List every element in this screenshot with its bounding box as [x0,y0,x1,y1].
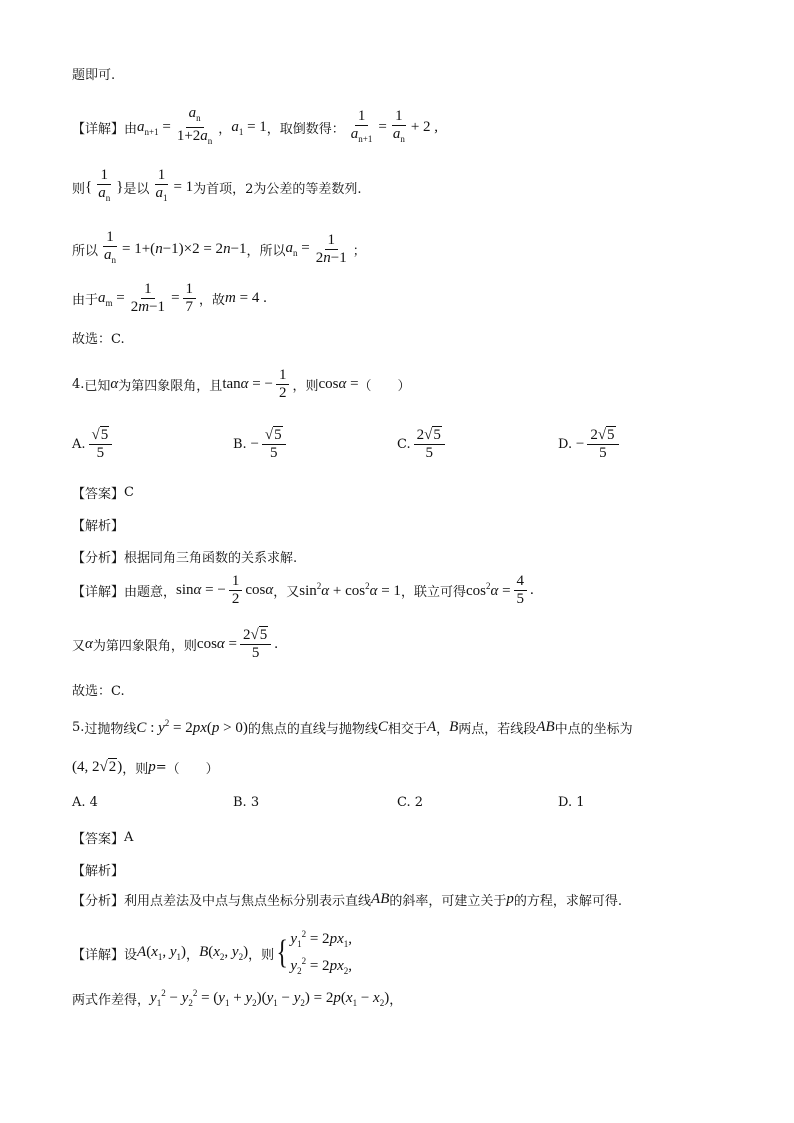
q4-choice-a: A. $\frac{√5}{5}$ [72,428,115,461]
q4-choice-c: C. $\frac{2√5}{5}$ [397,428,448,461]
q5-choice-b: B. 3 [233,795,260,810]
text-line-5: 由于 $a_m$ = $\frac{1}{2m-1}$ = $\frac{1}{7}$ ，故 m = 4 . [72,281,267,315]
q5-detail-2: 两式作差得， $y_1^2 - y_2^2 = (y_1 + y_2)(y_1 - y_2) = 2p(x_1 - x_2)$ ， [72,988,403,1008]
question-4: 4. 已知 α 为第四象限角，且 tanα = − $\frac{1}{2}$ ，则 cosα = （ ） [72,367,411,401]
q4-analysis: 【分析】 根据同角三角函数的关系求解. [72,551,298,566]
q5-analysis-heading: 【解析】 [72,864,125,879]
q5-answer: 【答案】 A [72,830,134,847]
question-5-line-2: (4, 2√2) ，则 p = （ ） [72,759,219,777]
question-5-line-1: 5. 过抛物线 C : $y^2 = 2px(p > 0)$ 的焦点的直线与抛物线 C 相交于 A ， B 两点，若线段 AB 中点的坐标为 [72,718,633,737]
text-line-4: 所以 $\frac{1}{a_n}$ = 1+(n−1)×2 = 2n−1 ，所以 $a_n$ = $\frac{1}{2n-1}$ ； [72,229,366,266]
text-line-2: 【详解】 由 $a_{n+1}$ = $\frac{a_n}{1+2a_n}$ ， $a_1 = 1$ ，取倒数得： $\frac{1}{a_{n+1}}$ = $\frac{1}{a_n}$ + 2 , [72,105,439,146]
text-line-3: 则 { $\frac{1}{a_n}$ } 是以 $\frac{1}{a_1}$ = 1 为首项，2为公差的等差数列. [72,167,362,203]
q5-choice-d: D. 1 [558,795,585,810]
q5-choice-c: C. 2 [397,795,424,810]
q4-detail-1: 【详解】 由题意， sinα = − $\frac{1}{2}$ cosα ，又 $\sin^2\alpha + \cos^2\alpha = 1$ ，联立可得 $\cos^2\alpha$ = $\frac{4}{5}$ . [72,573,534,607]
q5-choice-a: A. 4 [72,795,98,810]
q4-answer: 【答案】 C [72,485,134,502]
q4-analysis-heading: 【解析】 [72,519,125,534]
q5-detail-1: 【详解】 设 $A(x_1$, $y_1$) ， $B(x_2$, $y_2$) ，则 { $y_1^2 = 2px_1$, $y_2^2 = 2px_2$, [72,929,352,976]
q4-choice-d: D. − $\frac{2√5}{5}$ [558,428,622,461]
q4-choice-b: B. − $\frac{√5}{5}$ [233,428,289,461]
text-line-1: 题即可. [72,68,116,83]
text-line-6: 故选：C. [72,332,125,347]
q4-detail-2: 又 α 为第四象限角，则 cosα = $\frac{2√5}{5}$ . [72,627,278,661]
q4-select: 故选：C. [72,684,125,699]
q5-analysis: 【分析】 利用点差法及中点与焦点坐标分别表示直线 AB 的斜率，可建立关于 p 的方程，求解可得. [72,891,623,909]
